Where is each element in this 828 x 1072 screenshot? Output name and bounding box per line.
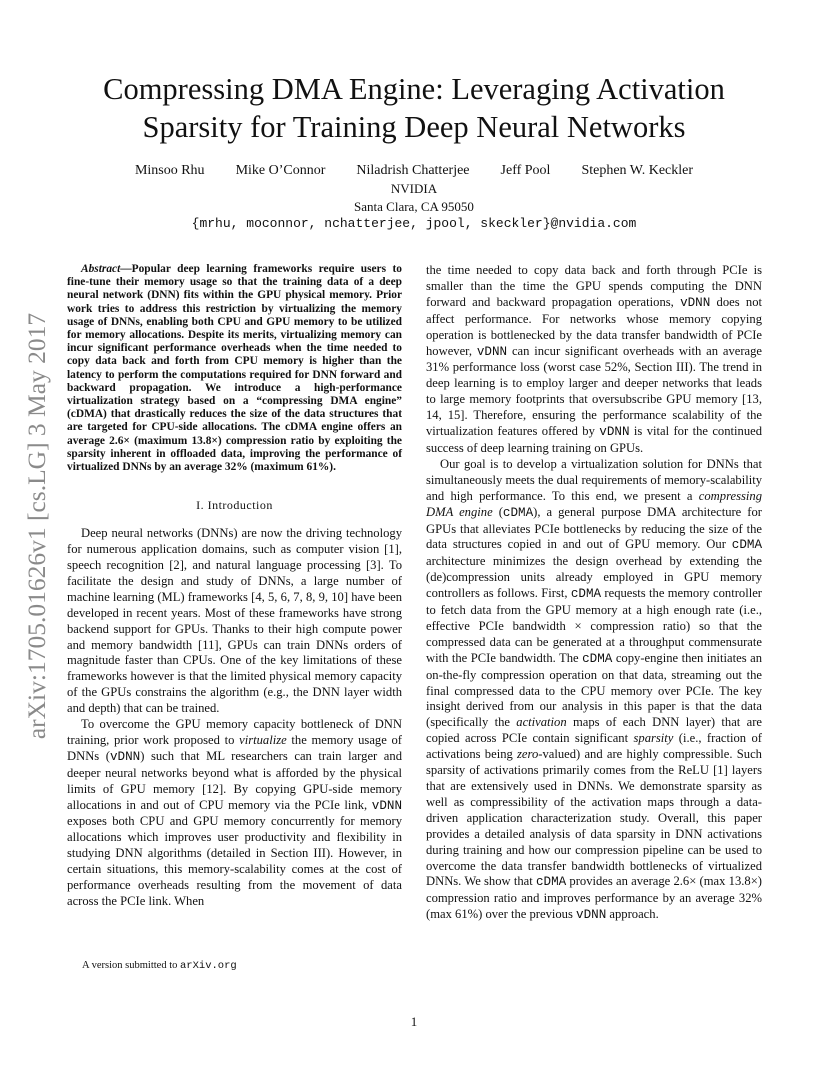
right-column [426, 263, 762, 924]
abstract-label: Abstract [81, 263, 121, 275]
author-name: Jeff Pool [500, 163, 551, 178]
intro-paragraph-1: Deep neural networks (DNNs) are now the driving technology for numerous application domains, such as computer vision [1], speech recognition [2], and natural language processing [3]. To facilitate the design and study of DNNs, a large number of machine learning (ML) frameworks [4, 5, 6, 7, 8, 9, 10] have been developed in recent years. Most of these frameworks have strong backend support for GPUs. Thanks to their high compute power and memory bandwidth [11], GPUs can train DNNs orders of magnitude faster than CPUs. One of the key limitations of these frameworks however is that the limited physical memory capacity of the GPUs constrains the algorithm (e.g., the DNN layer width and depth) that can be trained. [67, 526, 402, 716]
author-name: Minsoo Rhu [134, 163, 205, 178]
footnote [82, 960, 237, 972]
section-heading: I. Introduction [196, 498, 273, 513]
arxiv-identifier-text: arXiv:1705.01626v1 [cs.LG] 3 May 2017 [22, 312, 51, 740]
footnote-link[interactable]: arXiv.org [180, 960, 237, 972]
paper-title: Compressing DMA Engine: Leveraging Activation Sparsity for Training Deep Neural Networks [103, 72, 725, 144]
page-number: 1 [410, 1014, 418, 1029]
left-column [67, 263, 402, 910]
author-emails: {mrhu, moconnor, nchatterjee, jpool, skeckler}@nvidia.com [191, 216, 637, 231]
intro-paragraph-2: To overcome the GPU memory capacity bottleneck of DNN training, prior work proposed to virtualize the memory usage of DNNs (vDNN) such that ML researchers can train larger and deeper neural networks beyond what is afforded by the physical limits of GPU memory [12]. By copying GPU-side memory allocations in and out of CPU memory via the PCIe link, vDNN exposes both CPU and GPU memory concurrently for memory allocations which improves user productivity and flexibility in studying DNN algorithms (detailed in Section III). However, in certain situations, this memory-scalability comes at the cost of performance overheads resulting from the movement of data across the PCIe link. When [67, 717, 402, 908]
affiliation: NVIDIA [390, 181, 438, 196]
abstract [67, 263, 402, 474]
footnote-text: A version submitted to [82, 960, 180, 971]
author-name: Mike O’Connor [235, 163, 326, 178]
author-name: Stephen W. Keckler [581, 163, 694, 178]
location: Santa Clara, CA 95050 [354, 199, 474, 214]
right-paragraph-1: the time needed to copy data back and forth through PCIe is smaller than the time the GPU spends computing the DNN forward and backward propagation operations, vDNN does not affect performance. For networks whose memory copying operation is bottlenecked by the data transfer bandwidth of PCIe however, vDNN can incur significant overheads with an average 31% performance loss (worst case 52%, Section III). The trend in deep learning is to employ larger and deeper networks that leads to large memory footprints that oversubscribe GPU memory [13, 14, 15]. Therefore, ensuring the performance scalability of the virtualization features offered by vDNN is vital for the continued success of deep learning training on GPUs. [426, 263, 763, 455]
arxiv-identifier [22, 290, 52, 762]
abstract-text: —Popular deep learning frameworks require users to fine-tune their memory usage so that the training data of a deep neural network (DNN) fits within the GPU physical memory. Prior work tries to address this restriction by virtualizing the memory usage of DNNs, enabling both CPU and GPU memory to be utilized for memory allocations. Despite its merits, virtualizing memory can incur significant performance overheads when the time needed to copy data back and forth from CPU memory is higher than the latency to perform the computations required for DNN forward and backward propagation. We introduce a high-performance virtualization strategy based on a “compressing DMA engine” (cDMA) that drastically reduces the size of the data structures that are targeted for CPU-side allocations. The cDMA engine offers an average 2.6× (maximum 13.8×) compression ratio by exploiting the sparsity inherent in offloaded data, improving the performance of virtualized DNNs by an average 32% (maximum 61%). [67, 263, 402, 474]
author-name: Niladrish Chatterjee [356, 163, 470, 178]
author-list [60, 163, 768, 179]
right-paragraph-2: Our goal is to develop a virtualization solution for DNNs that simultaneously meets the dual requirements of memory-scalability and high performance. To this end, we present a compressing DMA engine (cDMA), a general purpose DMA architecture for GPUs that alleviates PCIe bottlenecks by reducing the size of the data structures copied in and out of GPU memory. Our cDMA architecture minimizes the design overhead by extending the (de)compression units already employed in GPU memory controllers as follows. First, cDMA requests the memory controller to fetch data from the GPU memory at a high enough rate (i.e., effective PCIe bandwidth × compression ratio) so that the compressed data can be generated at a throughput commensurate with the PCIe bandwidth. The cDMA copy-engine then initiates an on-the-fly compression operation on that data, streaming out the final compressed data to the CPU memory over PCIe. The key insight derived from our analysis in this paper is that the data (specifically the activation maps of each DNN layer) that are copied across PCIe contain significant sparsity (i.e., fraction of activations being zero-valued) and are highly compressible. Such sparsity of activations primarily comes from the ReLU [1] layers that are extensively used in DNNs. We demonstrate sparsity as well as compressibility of the activation maps through a data-driven application characterization study. Overall, this paper provides a detailed analysis of data sparsity in DNN activations during training and how our compression pipeline can be used to overcome the data transfer bandwidth bottlenecks of virtualized DNNs. We show that cDMA provides an average 2.6× (max 13.8×) compression ratio and improves performance by an average 32% (max 61%) over the previous vDNN approach. [426, 456, 763, 923]
